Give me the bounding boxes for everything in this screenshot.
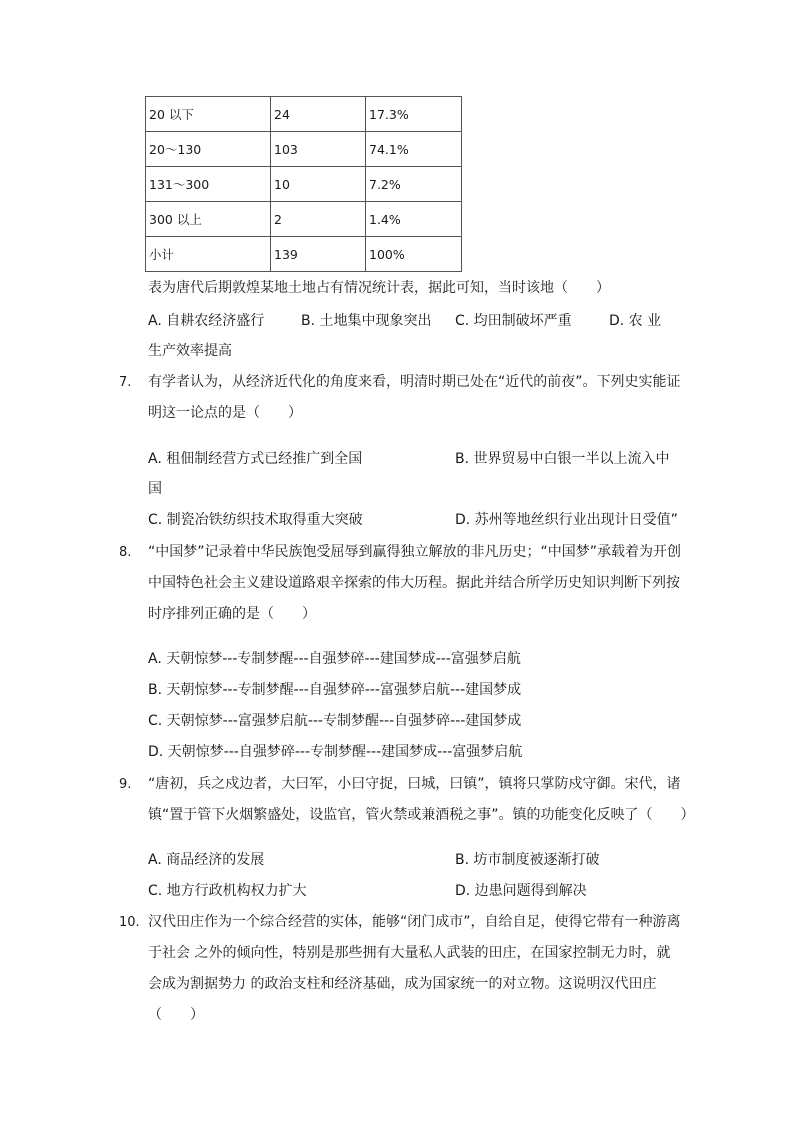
q9-option-c[interactable]: C. 地方行政机构权力扩大 [148,883,307,899]
q6-option-d[interactable]: D. 农 业 [609,313,662,329]
q8-option-d[interactable]: D. 天朝惊梦---自强梦碎---专制梦醒---建国梦成---富强梦启航 [148,744,523,760]
q8-stem-line-2: 中国特色社会主义建设道路艰辛探索的伟大历程。据此并结合所学历史知识判断下列按 [148,575,680,591]
q10-stem-line-2: 于社会 之外的倾向性，特别是那些拥有大量私人武装的田庄，在国家控制无力时，就 [148,945,671,961]
table-cell: 139 [271,237,366,272]
q6-option-c[interactable]: C. 均田制破坏严重 [455,313,572,329]
q6-option-b[interactable]: B. 土地集中现象突出 [301,313,432,329]
table-cell: 17.3% [366,97,462,132]
table-row [146,132,462,167]
q8-number: 8. [119,545,132,560]
q7-stem-line-2: 明这一论点的是（ ） [148,405,302,421]
table-cell: 74.1% [366,132,462,167]
q10-number: 10. [119,915,140,930]
q9-option-b[interactable]: B. 坊市制度被逐渐打破 [455,852,600,868]
table-cell: 2 [271,202,366,237]
q7-option-a[interactable]: A. 租佃制经营方式已经推广到全国 [148,451,363,467]
q7-option-d[interactable]: D. 苏州等地丝织行业出现计日受值” [455,512,678,528]
table-row [146,167,462,202]
table-cell: 100% [366,237,462,272]
q6-stem: 表为唐代后期敦煌某地土地占有情况统计表，据此可知，当时该地（ ） [148,280,610,296]
q7-option-b[interactable]: B. 世界贸易中白银一半以上流入中 [455,451,670,467]
q9-stem-line-2: 镇“置于管下火烟繁盛处，设监官，管火禁或兼酒税之事”。镇的功能变化反映了（ ） [148,807,695,823]
table-cell: 103 [271,132,366,167]
table-cell: 24 [271,97,366,132]
q8-stem-line-1: “中国梦”记录着中华民族饱受屈辱到赢得独立解放的非凡历史；“中国梦”承载着为开创 [148,544,682,560]
table-row [146,202,462,237]
q6-option-d-cont: 生产效率提高 [148,343,232,359]
land-statistics-table [145,96,462,272]
q8-stem-line-3: 时序排列正确的是（ ） [148,606,316,622]
table-cell: 20～130 [146,132,271,167]
q10-stem-line-4: （ ） [148,1007,204,1023]
q6-option-a[interactable]: A. 自耕农经济盛行 [148,313,265,329]
q7-option-b-cont: 国 [148,481,162,497]
q9-option-d[interactable]: D. 边患问题得到解决 [455,883,587,899]
table-row [146,237,462,272]
q8-option-b[interactable]: B. 天朝惊梦---专制梦醒---自强梦碎---富强梦启航---建国梦成 [148,682,522,698]
q7-stem-line-1: 有学者认为，从经济近代化的角度来看，明清时期已处在“近代的前夜”。下列史实能证 [148,374,681,390]
table-cell: 7.2% [366,167,462,202]
table-cell: 300 以上 [146,202,271,237]
table-cell: 20 以下 [146,97,271,132]
q9-stem-line-1: “唐初，兵之戍边者，大曰军，小曰守捉，曰城，曰镇”，镇将只掌防戍守御。宋代，诸 [148,776,681,792]
q10-stem-line-3: 会成为割据势力 的政治支柱和经济基础，成为国家统一的对立物。这说明汉代田庄 [148,976,657,992]
q9-number: 9. [119,777,132,792]
table-cell: 1.4% [366,202,462,237]
q9-option-a[interactable]: A. 商品经济的发展 [148,852,265,868]
table-row [146,97,462,132]
q8-option-a[interactable]: A. 天朝惊梦---专制梦醒---自强梦碎---建国梦成---富强梦启航 [148,651,521,667]
table-cell: 131～300 [146,167,271,202]
q7-option-c[interactable]: C. 制瓷冶铁纺织技术取得重大突破 [148,512,363,528]
table-cell: 10 [271,167,366,202]
q7-number: 7. [119,375,132,390]
q8-option-c[interactable]: C. 天朝惊梦---富强梦启航---专制梦醒---自强梦碎---建国梦成 [148,713,522,729]
q10-stem-line-1: 汉代田庄作为一个综合经营的实体，能够“闭门成市”，自给自足，使得它带有一种游离 [148,914,681,930]
table-cell: 小计 [146,237,271,272]
